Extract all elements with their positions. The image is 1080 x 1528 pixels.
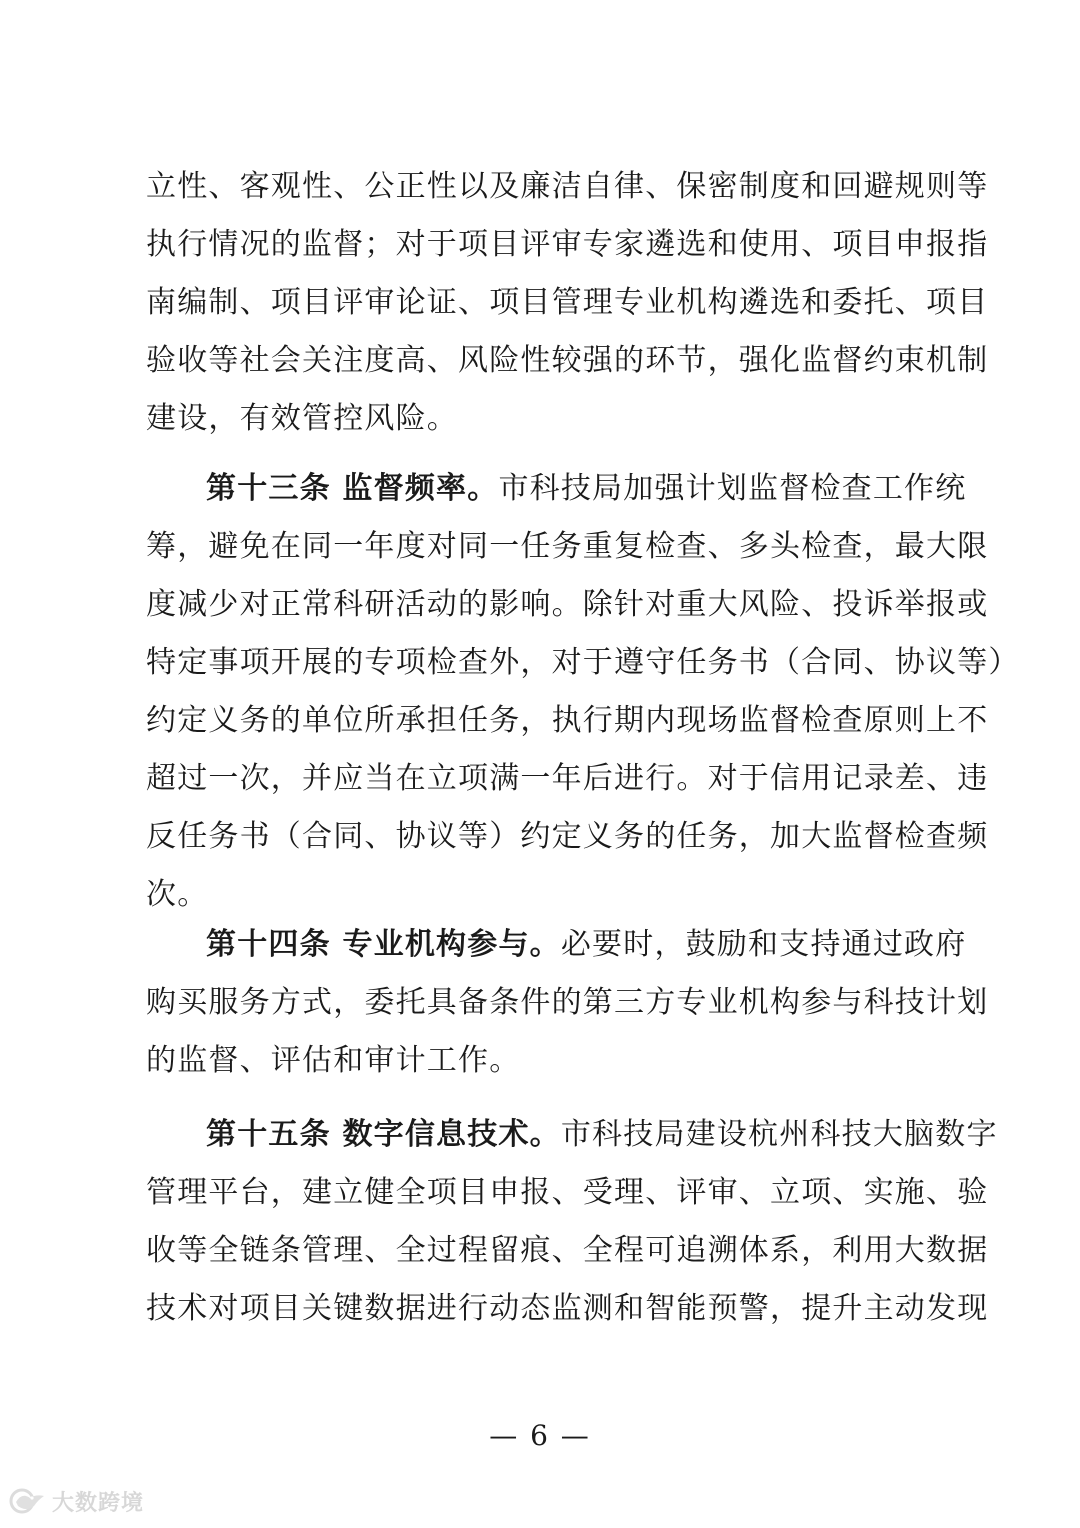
article-14	[146, 916, 989, 1090]
article-heading: 第十三条 监督频率。	[206, 471, 499, 506]
bird-logo-icon	[8, 1486, 48, 1516]
paragraph-intro	[146, 158, 989, 448]
article-text: 市科技局建设杭州科技大脑数字	[560, 1117, 998, 1152]
text-line: 筹，避免在同一年度对同一任务重复检查、多头检查，最大限	[146, 529, 989, 564]
article-text: 市科技局加强计划监督检查工作统	[498, 471, 967, 506]
article-15	[146, 1106, 998, 1338]
article-first-line	[146, 916, 967, 974]
article-heading: 第十五条 数字信息技术。	[206, 1117, 561, 1152]
text-line: 南编制、项目评审论证、项目管理专业机构遴选和委托、项目	[146, 285, 989, 320]
text-line: 特定事项开展的专项检查外，对于遵守任务书（合同、协议等）	[146, 645, 1020, 680]
article-first-line	[146, 460, 967, 518]
text-line: 次。	[146, 877, 209, 912]
text-line: 执行情况的监督；对于项目评审专家遴选和使用、项目申报指	[146, 227, 989, 262]
text-line: 反任务书（合同、协议等）约定义务的任务，加大监督检查频	[146, 819, 989, 854]
watermark	[8, 1484, 144, 1518]
text-line: 超过一次，并应当在立项满一年后进行。对于信用记录差、违	[146, 761, 989, 796]
text-line: 约定义务的单位所承担任务，执行期内现场监督检查原则上不	[146, 703, 989, 738]
text-line: 购买服务方式，委托具备条件的第三方专业机构参与科技计划	[146, 985, 989, 1020]
text-line: 验收等社会关注度高、风险性较强的环节，强化监督约束机制	[146, 343, 989, 378]
watermark-text: 大数跨境	[52, 1490, 145, 1516]
text-line: 的监督、评估和审计工作。	[146, 1043, 521, 1078]
article-text: 必要时，鼓励和支持通过政府	[560, 927, 967, 962]
page-number: — 6 —	[489, 1419, 591, 1452]
text-line: 管理平台，建立健全项目申报、受理、评审、立项、实施、验	[146, 1175, 989, 1210]
text-line: 收等全链条管理、全过程留痕、全程可追溯体系，利用大数据	[146, 1233, 989, 1268]
article-13	[146, 460, 1020, 924]
text-line: 立性、客观性、公正性以及廉洁自律、保密制度和回避规则等	[146, 169, 989, 204]
article-heading: 第十四条 专业机构参与。	[206, 927, 561, 962]
text-line: 度减少对正常科研活动的影响。除针对重大风险、投诉举报或	[146, 587, 989, 622]
text-line: 建设，有效管控风险。	[146, 401, 458, 436]
article-first-line	[146, 1106, 998, 1164]
text-line: 技术对项目关键数据进行动态监测和智能预警，提升主动发现	[146, 1291, 989, 1326]
